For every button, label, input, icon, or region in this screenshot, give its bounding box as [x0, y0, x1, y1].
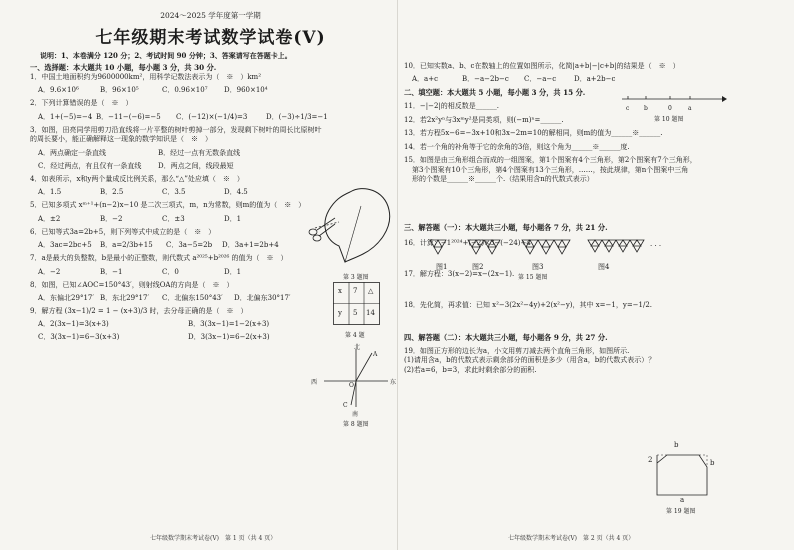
fig19-two: 2 [648, 456, 653, 464]
question-2: 2．下列计算错误的是（ ※ ） [30, 99, 133, 108]
question-6: 6．已知等式3a=2b+5，则下列等式中成立的是（ ※ ） [30, 227, 216, 236]
svg-text:· · ·: · · · [650, 242, 662, 250]
option: B．96×10⁵ [100, 86, 139, 95]
figure-15-caption: 第 15 题图 [518, 274, 548, 281]
option: D．1 [224, 267, 242, 276]
compass-figure [318, 345, 397, 409]
option: B．东北29°17′ [100, 293, 150, 302]
ray-c-label: C [343, 402, 348, 409]
option: B．−1 [100, 267, 123, 276]
number-line-b: b [644, 105, 648, 112]
pattern-label: 图4 [598, 263, 610, 271]
pattern-label: 图2 [472, 263, 484, 271]
number-line [618, 94, 728, 108]
q2-options [38, 112, 391, 122]
question-3-line-2: 的周长要小，能正确解释这一现象的数学知识是（ ※ ） [30, 135, 212, 144]
option: D．北偏东30°17′ [234, 293, 291, 302]
compass-north-label: 北 [354, 344, 361, 351]
triangle-patterns [430, 238, 660, 260]
pattern-label: 图1 [436, 263, 448, 271]
option: B．3(3x−1)=1−2(x+3) [188, 320, 270, 329]
figure-4-caption: 第 4 题 [345, 332, 365, 339]
option: A．1+(−5)=−4 [38, 112, 93, 121]
question-14: 14．若一个角的补角等于它的余角的3倍，则这个角为______※______度. [404, 142, 630, 151]
option: B．a=2/3b+15 [100, 241, 153, 250]
question-10: 10．已知实数a、b、c在数轴上的位置如图所示，化简|a+b|−|c+b|的结果是（ ※ ） [404, 62, 680, 70]
option: A．1.5 [38, 188, 62, 197]
square-cut-figure [653, 447, 715, 499]
option: A．9.6×10⁶ [38, 86, 79, 95]
option: B．经过一点有无数条直线 [158, 148, 241, 157]
page-1-footer: 七年级数学期末考试卷(V) 第 1 页（共 4 页） [150, 535, 277, 542]
option: C．经过两点，有且仅有一条直线 [38, 161, 142, 170]
option: C．北偏东150°43′ [162, 293, 223, 302]
question-5: 5．已知多项式 xᵐ⁺¹+(n−2)x−10 是二次三项式，m，n为常数，则m的值为（ ※ ） [30, 201, 306, 210]
question-7: 7．a是最大的负整数，b是最小的正整数，则代数式 a²⁰²⁵+b²⁰²⁶ 的值为（ ※ ） [30, 254, 288, 263]
fig19-a-bottom: a [680, 496, 685, 504]
option: C．−a−c [524, 75, 557, 84]
school-year-header: 2024～2025 学年度第一学期 [160, 11, 261, 20]
option: D．两点之间，线段最短 [158, 161, 234, 170]
fig19-b-right: b [710, 459, 715, 467]
ray-a-label: A [373, 351, 378, 358]
q10-options [412, 74, 784, 84]
option: C．3a−5=2b [166, 241, 213, 250]
question-8: 8．如图，已知∠AOC=150°43′，则射线OA的方向是（ ※ ） [30, 280, 234, 289]
figure-10-caption: 第 10 题图 [654, 116, 684, 123]
exam-title: 七年级期末考试数学试卷(V) [95, 28, 326, 48]
question-19-line-3: (2)若a=6，b=3，求此时剩余部分的面积. [404, 365, 537, 374]
q1-options [38, 85, 391, 95]
table-cell: 7 [353, 287, 358, 295]
pattern-label: 图3 [532, 263, 544, 271]
page-2-footer: 七年级数学期末考试卷(V) 第 2 页（共 4 页） [508, 535, 635, 542]
option: B．−a−2b−c [462, 75, 509, 84]
section-2-heading: 二、填空题：本大题共 5 小题，每小题 3 分，共 15 分. [404, 88, 586, 98]
question-17: 17．解方程：3(x−2)=x−(2x−1). [404, 269, 515, 278]
option: C．0.96×10⁷ [162, 86, 208, 95]
option: A．3ac=2bc+5 [38, 241, 92, 250]
option: D．a+2b−c [574, 75, 616, 84]
compass-east-label: 东 [390, 379, 397, 386]
fig19-b-top: b [674, 441, 679, 449]
section-1-heading: 一、选择题：本大题共 10 小题，每小题 3 分，共 30 分. [30, 63, 217, 72]
option: D．960×10⁴ [224, 86, 268, 95]
option: D．3a+1=2b+4 [222, 241, 279, 250]
option: A．2(3x−1)=3(x+3) [38, 320, 109, 329]
section-3-heading: 三、解答题（一）：本大题共三小题，每小题各 7 分，共 21 分. [404, 222, 608, 232]
number-line-c: c [626, 105, 630, 112]
question-19-line-1: 19．如图正方形的边长为a，小文用剪刀减去两个直角三角形，如图所示. [404, 346, 630, 355]
question-13: 13．若方程5x−6=−3x+10和3x−2m=10的解相同，则m的值为______※______. [404, 129, 663, 138]
figure-3-caption: 第 3 题图 [343, 274, 369, 281]
table-cell: 5 [353, 309, 358, 317]
question-12: 12．若2x²yⁿ与3xᵐy²是同类项，则(−m)ⁿ=______. [404, 115, 564, 124]
instructions: 说明：1、本卷满分 120 分；2、考试时间 90 分钟；3、答案请写在答题卡上。 [40, 51, 292, 60]
option: C．3.5 [162, 188, 186, 197]
question-16: 16．计算：−1²⁰²⁴+(−2)×3−(−24)÷4 [404, 238, 531, 247]
option: C．±3 [162, 214, 185, 223]
option: A．±2 [38, 214, 61, 223]
option: D．4.5 [224, 188, 248, 197]
table-cell: △ [368, 287, 374, 295]
option: D．1 [224, 214, 242, 223]
option: A．东偏北29°17′ [38, 293, 94, 302]
option: D．(−3)÷1/3=−1 [266, 112, 328, 121]
option: B．−2 [100, 214, 123, 223]
compass-south-label: 南 [352, 411, 359, 418]
q3-options-row-1 [38, 148, 391, 158]
option: C．0 [162, 267, 179, 276]
question-11: 11．−|−2|的相反数是______. [404, 102, 500, 111]
q9-options-row-2 [38, 332, 391, 342]
q7-options [38, 267, 391, 277]
question-19-line-2: (1)请用含a，b的代数式表示剩余部分的面积是多少（用含a，b的代数式表示）？ [404, 356, 656, 365]
question-4: 4．如表所示，x和y两个量成反比例关系，那么“△”处应填（ ※ ） [30, 174, 244, 183]
number-line-zero: 0 [668, 105, 672, 112]
compass-west-label: 西 [311, 379, 318, 386]
table-cell: x [338, 287, 342, 295]
option: A．a+c [412, 75, 439, 84]
table-cell: 14 [366, 309, 375, 317]
number-line-a: a [688, 105, 692, 112]
option: C．3(3x−1)=6−3(x+3) [38, 333, 120, 342]
option: A．−2 [38, 267, 61, 276]
figure-19-caption: 第 19 题图 [666, 508, 696, 515]
option: B．−11−(−6)=−5 [96, 112, 161, 121]
question-1: 1．中国土地面积约为9600000km²，用科学记数法表示为（ ※ ）km² [30, 73, 261, 81]
question-9: 9．解方程 (3x−1)/2 = 1 − (x+3)/3 时，去分母正确的是（ ※ ） [30, 306, 248, 315]
option: C．(−12)×(−1/4)=3 [176, 112, 248, 121]
exam-page-2 [397, 0, 794, 550]
leaf-scissors-figure [305, 176, 395, 268]
question-18: 18．先化简，再求值：已知 x²−3(2x²−4y)+2(x²−y)，其中 x=−1，y=−1/2. [404, 301, 653, 310]
section-4-heading: 四、解答题（二）：本大题共三小题，每小题各 9 分，共 27 分. [404, 332, 608, 342]
option: B．2.5 [100, 188, 124, 197]
question-3-line-1: 3．如图，田亮同学用剪刀沿直线将一片平整的树叶剪掉一部分，发现剩下树叶的周长比原树叶 [30, 125, 322, 134]
question-15-line-3: 形的个数是______※______个.（结果用含n的代数式表示） [412, 175, 594, 184]
origin-o-label: O [349, 382, 354, 389]
table-cell: y [338, 309, 342, 317]
question-15-line-1: 15．如图是由三角形组合而成的一组图案，第1个图案有4个三角形，第2个图案有7个三角形， [404, 156, 697, 165]
q3-options-row-2 [38, 161, 391, 171]
option: A．两点确定一条直线 [38, 148, 107, 157]
question-15-line-2: 第3个图案有10个三角形，第4个图案有13个三角形，……，按此规律，第n个图案中三角 [412, 165, 689, 174]
option: D．3(3x−1)=6−2(x+3) [188, 333, 270, 342]
figure-8-caption: 第 8 题图 [343, 421, 369, 428]
